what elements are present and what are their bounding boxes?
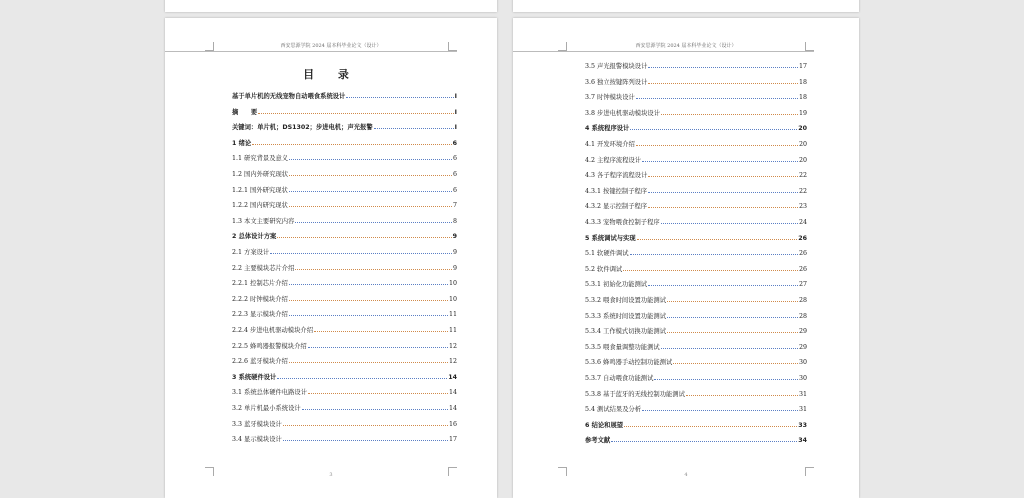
dot-leader	[661, 223, 798, 224]
toc-entry-text: 1 绪论	[232, 139, 252, 147]
toc-entry-page: 14	[448, 389, 457, 397]
toc-entry[interactable]	[585, 167, 807, 179]
toc-entry-page: 6	[452, 139, 457, 147]
toc-entry-text: 2.2.6 蓝牙模块介绍	[232, 358, 288, 366]
dot-leader	[636, 98, 798, 99]
toc-entry[interactable]	[232, 150, 457, 162]
page-header: 西安思源学院 2024 届本科毕业论文（设计）	[280, 43, 382, 49]
toc-entry-text: 摘 要	[232, 108, 258, 116]
toc-entry-page: 9	[452, 249, 457, 256]
header-rule	[165, 51, 457, 52]
dot-leader	[637, 239, 798, 240]
toc-entry[interactable]	[232, 135, 457, 147]
page-number: 4	[684, 472, 688, 478]
toc-entry[interactable]	[585, 198, 807, 210]
toc-entry-text: 3.5 声光报警模块设计	[585, 63, 648, 70]
dot-leader	[624, 426, 797, 427]
toc-entry-text: 5.2 软件调试	[585, 265, 623, 273]
toc-entry-page: 12	[448, 358, 457, 366]
dot-leader	[667, 301, 798, 302]
toc-entry-text: 2.2.3 显示模块介绍	[232, 311, 288, 319]
toc-entry[interactable]	[232, 322, 457, 334]
dot-leader	[346, 97, 453, 98]
toc-entry-text: 3.8 步进电机驱动模块设计	[585, 109, 660, 117]
dot-leader	[648, 67, 798, 68]
toc-entry-page: 20	[798, 156, 807, 164]
dot-leader	[642, 410, 798, 411]
dot-leader	[308, 393, 448, 394]
toc-entry[interactable]	[585, 292, 807, 304]
toc-entry-text: 3 系统硬件设计	[232, 373, 277, 381]
toc-entry-page: 29	[798, 328, 807, 336]
toc-entry-page: I	[454, 93, 457, 100]
dot-leader	[295, 222, 452, 223]
toc-entry[interactable]	[232, 416, 457, 428]
toc-entry-text: 2.2.4 步进电机驱动模块介绍	[232, 327, 313, 334]
toc-entry-text: 3.3 蓝牙模块设计	[232, 420, 282, 428]
dot-leader	[252, 144, 451, 145]
toc-entry-page: 10	[448, 295, 457, 303]
dot-leader	[277, 378, 447, 379]
dot-leader	[302, 409, 448, 410]
page-number: 3	[329, 472, 333, 478]
dot-leader	[289, 284, 448, 285]
dot-leader	[289, 362, 448, 363]
toc-entry-text: 4.1 开发环境介绍	[585, 141, 635, 148]
dot-leader	[308, 347, 448, 348]
toc-entry[interactable]	[232, 104, 457, 116]
toc-entry[interactable]	[232, 353, 457, 365]
dot-leader	[374, 128, 454, 129]
margin-corner-mark	[448, 42, 457, 51]
toc-entry-text: 2.1 方案设计	[232, 249, 270, 256]
toc-entry[interactable]	[585, 136, 807, 148]
toc-entry-text: 1.3 本文主要研究内容	[232, 217, 295, 225]
dot-leader	[667, 317, 798, 318]
dot-leader	[648, 285, 798, 286]
toc-entry-page: 9	[452, 233, 457, 241]
toc-entry-text: 6 结论和展望	[585, 421, 624, 429]
toc-entry-text: 5.4 测试结果及分析	[585, 406, 642, 414]
dot-leader	[289, 175, 452, 176]
toc-entry[interactable]	[585, 386, 807, 398]
dot-leader	[648, 176, 798, 177]
dot-leader	[277, 237, 451, 238]
toc-entry-page: 8	[452, 217, 457, 225]
toc-entry[interactable]	[585, 401, 807, 413]
toc-entry[interactable]	[232, 213, 457, 225]
toc-entry[interactable]	[232, 260, 457, 272]
toc-entry-page: 16	[448, 420, 457, 428]
toc-entry-page: 20	[798, 141, 807, 148]
dot-leader	[661, 348, 798, 349]
header-rule	[513, 51, 814, 52]
toc-entry-page: 12	[448, 342, 457, 350]
toc-entry-page: 6	[452, 171, 457, 178]
toc-entry-page: 24	[798, 219, 807, 226]
toc-entry-text: 4.2 主程序流程设计	[585, 156, 642, 164]
toc-entry[interactable]	[232, 197, 457, 209]
dot-leader	[648, 207, 798, 208]
toc-entry[interactable]	[232, 228, 457, 240]
toc-entry[interactable]	[585, 214, 807, 226]
toc-entry[interactable]	[232, 119, 457, 131]
dot-leader	[289, 191, 452, 192]
toc-entry-page: 33	[798, 421, 807, 429]
toc-entry-text: 2.2 主要模块芯片介绍	[232, 264, 295, 272]
toc-entry-text: 基于单片机的无线宠物自动喂食系统设计	[232, 93, 346, 100]
toc-entry-text: 关键词：单片机；DS1302；步进电机；声光报警	[232, 124, 373, 132]
dot-leader	[283, 440, 448, 441]
toc-entry[interactable]	[232, 275, 457, 287]
toc-entry-text: 3.1 系统总体硬件电路设计	[232, 389, 307, 397]
toc-entry-page: 23	[798, 203, 807, 211]
dot-leader	[630, 129, 797, 130]
toc-entry-text: 4.3.1 按键控制子程序	[585, 187, 648, 195]
dot-leader	[642, 161, 798, 162]
toc-entry-page: 11	[448, 311, 457, 319]
toc-entry-text: 2.2.5 蜂鸣器报警模块介绍	[232, 342, 307, 350]
toc-entry-page: I	[454, 124, 457, 132]
toc-entry[interactable]	[585, 89, 807, 101]
toc-entry-page: 14	[448, 373, 457, 381]
toc-entry-page: 11	[448, 327, 457, 334]
toc-entry-text: 5.3.2 喂食时间设置功能测试	[585, 297, 666, 304]
toc-entry[interactable]	[585, 74, 807, 86]
toc-entry[interactable]	[585, 323, 807, 335]
dot-leader	[289, 300, 448, 301]
toc-entry[interactable]	[585, 339, 807, 351]
toc-entry-page: 18	[798, 78, 807, 86]
toc-entry-page: 26	[798, 265, 807, 273]
dot-leader	[289, 315, 448, 316]
dot-leader	[258, 113, 453, 114]
toc-entry-text: 5.3.4 工作模式切换功能测试	[585, 328, 666, 336]
dot-leader	[314, 331, 448, 332]
toc-entry-page: 17	[448, 436, 457, 444]
toc-entry-page: 18	[798, 94, 807, 102]
page-header: 西安思源学院 2024 届本科毕业论文（设计）	[635, 43, 737, 49]
dot-leader	[289, 159, 452, 160]
toc-title: 目 录	[303, 68, 359, 81]
toc-entry[interactable]	[232, 88, 457, 100]
toc-entry[interactable]	[585, 105, 807, 117]
toc-entry-page: 19	[798, 109, 807, 117]
toc-entry-page: 14	[448, 405, 457, 412]
toc-entry-text: 4.3.2 显示控制子程序	[585, 203, 648, 211]
toc-entry-page: 22	[798, 172, 807, 180]
toc-entry-page: I	[454, 108, 457, 116]
toc-entry[interactable]	[585, 354, 807, 366]
toc-entry[interactable]	[585, 120, 807, 132]
toc-entry-text: 5.3.5 喂食量调整功能测试	[585, 343, 660, 351]
toc-entry-page: 31	[798, 406, 807, 414]
toc-entry[interactable]	[232, 384, 457, 396]
dot-leader	[289, 206, 452, 207]
toc-entry[interactable]	[232, 400, 457, 412]
toc-entry-page: 6	[452, 186, 457, 194]
document-page-4	[513, 18, 859, 498]
toc-entry-page: 26	[798, 250, 807, 258]
toc-entry[interactable]	[232, 244, 457, 256]
toc-entry[interactable]	[585, 261, 807, 273]
toc-entry[interactable]	[232, 306, 457, 318]
toc-entry-text: 5 系统调试与实现	[585, 234, 636, 242]
toc-entry[interactable]	[585, 432, 807, 444]
toc-entry[interactable]	[232, 338, 457, 350]
toc-entry-text: 1.2.2 国内研究现状	[232, 202, 288, 210]
toc-entry[interactable]	[232, 291, 457, 303]
toc-entry-text: 5.3.6 蜂鸣器手动控制功能测试	[585, 359, 673, 367]
toc-entry-page: 20	[798, 125, 807, 133]
toc-entry-text: 1.1 研究背景及意义	[232, 155, 289, 163]
dot-leader	[686, 395, 798, 396]
toc-entry[interactable]	[585, 58, 807, 70]
toc-entry[interactable]	[585, 230, 807, 242]
toc-entry-page: 29	[798, 343, 807, 351]
toc-entry[interactable]	[585, 370, 807, 382]
toc-entry-text: 5.3.8 基于蓝牙的无线控制功能测试	[585, 390, 685, 398]
toc-entry[interactable]	[585, 276, 807, 288]
toc-entry[interactable]	[585, 308, 807, 320]
dot-leader	[648, 83, 798, 84]
dot-leader	[648, 192, 798, 193]
toc-entry-text: 4.3.3 宠物喂食控制子程序	[585, 219, 660, 226]
toc-entry-text: 1.2 国内外研究现状	[232, 171, 289, 178]
dot-leader	[295, 269, 452, 270]
toc-entry-text: 2 总体设计方案	[232, 233, 277, 241]
dot-leader	[636, 145, 798, 146]
toc-entry-text: 5.3.1 初始化功能测试	[585, 281, 648, 289]
toc-entry[interactable]	[232, 369, 457, 381]
toc-entry-page: 31	[798, 390, 807, 398]
toc-entry[interactable]	[585, 183, 807, 195]
dot-leader	[630, 254, 798, 255]
toc-entry-text: 5.1 软硬件调试	[585, 250, 629, 258]
previous-page-right	[513, 0, 859, 12]
toc-entry-text: 2.2.2 时钟模块介绍	[232, 295, 288, 303]
margin-corner-mark	[805, 42, 814, 51]
toc-entry-text: 5.3.7 自动喂食功能测试	[585, 375, 654, 382]
toc-entry-text: 5.3.3 系统时间设置功能测试	[585, 312, 666, 320]
toc-entry-page: 30	[798, 375, 807, 382]
toc-entry-page: 6	[452, 155, 457, 163]
toc-entry[interactable]	[585, 417, 807, 429]
toc-entry-text: 4 系统程序设计	[585, 125, 630, 133]
toc-entry-page: 26	[798, 234, 807, 242]
margin-corner-mark	[205, 42, 214, 51]
toc-entry[interactable]	[585, 152, 807, 164]
dot-leader	[661, 114, 798, 115]
toc-entry-page: 9	[452, 264, 457, 272]
toc-entry-text: 1.2.1 国外研究现状	[232, 186, 288, 194]
toc-entry[interactable]	[232, 182, 457, 194]
toc-entry-text: 3.2 单片机最小系统设计	[232, 405, 301, 412]
margin-corner-mark	[558, 42, 567, 51]
toc-entry[interactable]	[232, 431, 457, 443]
toc-entry-text: 4.3 各子程序流程设计	[585, 172, 648, 180]
document-page-3	[165, 18, 497, 498]
toc-entry[interactable]	[585, 245, 807, 257]
toc-entry-text: 2.2.1 控制芯片介绍	[232, 280, 288, 288]
dot-leader	[673, 363, 798, 364]
dot-leader	[654, 379, 798, 380]
toc-entry-page: 34	[798, 437, 807, 445]
toc-entry-page: 17	[798, 63, 807, 70]
toc-entry-page: 22	[798, 187, 807, 195]
toc-entry-page: 28	[798, 312, 807, 320]
dot-leader	[623, 270, 798, 271]
toc-entry-page: 10	[448, 280, 457, 288]
dot-leader	[270, 253, 452, 254]
toc-entry-page: 27	[798, 281, 807, 289]
previous-page-left	[165, 0, 497, 12]
toc-entry-page: 30	[798, 359, 807, 367]
toc-entry-text: 参考文献	[585, 437, 611, 445]
toc-entry-text: 3.6 独立按键阵列设计	[585, 78, 648, 86]
toc-entry-text: 3.7 时钟模块设计	[585, 94, 635, 102]
toc-entry-text: 3.4 显示模块设计	[232, 436, 282, 444]
toc-entry-page: 28	[798, 297, 807, 304]
toc-entry[interactable]	[232, 166, 457, 178]
dot-leader	[667, 332, 798, 333]
dot-leader	[283, 425, 448, 426]
toc-entry-page: 7	[452, 202, 457, 210]
dot-leader	[611, 441, 797, 442]
